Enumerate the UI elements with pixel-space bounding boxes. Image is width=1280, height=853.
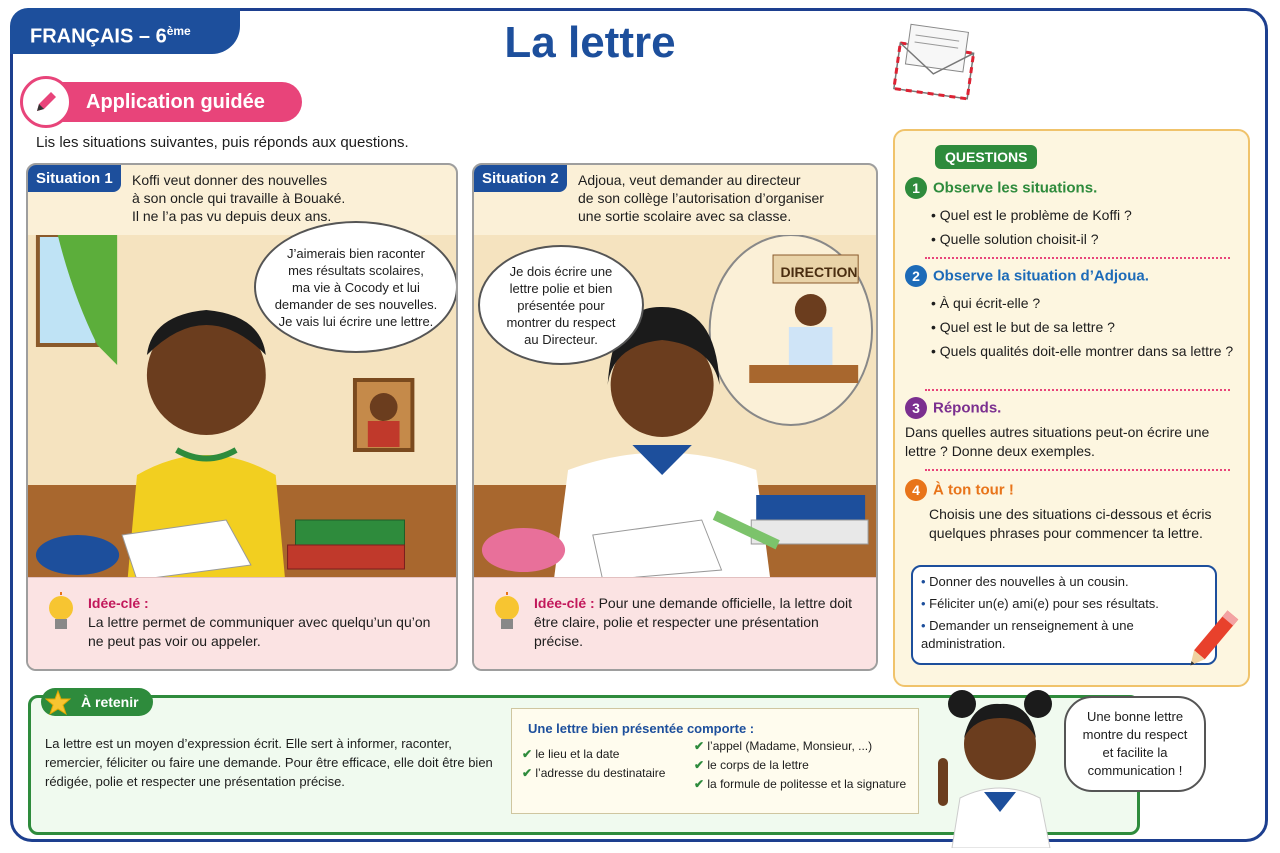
question-4 xyxy=(905,479,1236,543)
koffi-thought-bubble: J’aimerais bien raconter mes résultats scolaires, ma vie à Cocody et lui demander de ses nouvelles. Je vais lui écrire une lettre. xyxy=(254,221,458,353)
key-idea-title: Idée-clé : xyxy=(534,595,595,611)
question-title: À ton tour ! xyxy=(933,481,1014,499)
situation-2-panel xyxy=(472,163,878,671)
question-number: 2 xyxy=(905,265,927,287)
envelope-icon xyxy=(890,22,980,102)
adjoua-thought-bubble: Je dois écrire une lettre polie et bien présentée pour montrer du respect au Directeur. xyxy=(478,245,644,365)
retenir-label: À retenir xyxy=(41,688,153,716)
page-title: La lettre xyxy=(504,18,676,67)
question-title: Réponds. xyxy=(933,399,1002,417)
subject-level-sup: ème xyxy=(166,24,191,38)
key-idea-text: La lettre permet de communiquer avec quelqu’un qu’on ne peut pas voir ou appeler. xyxy=(88,614,431,649)
question-title: Observe la situation d’Adjoua. xyxy=(933,267,1149,285)
girl-pointing-illustration xyxy=(932,688,1070,848)
choice-item: • Donner des nouvelles à un cousin. xyxy=(921,573,1207,591)
question-title: Observe les situations. xyxy=(933,179,1098,197)
instruction-text: Lis les situations suivantes, puis réponds aux questions. xyxy=(36,134,409,151)
question-bullet: • À qui écrit-elle ? xyxy=(931,293,1236,313)
letter-part-item: ✔ le lieu et la date xyxy=(522,745,665,764)
questions-panel xyxy=(893,129,1250,687)
lightbulb-icon xyxy=(492,592,522,636)
key-idea-text: Pour une demande officielle, la lettre doit être claire, polie et respecter une présentation précise. xyxy=(534,595,853,649)
section-label: Application guidée xyxy=(26,82,302,122)
lightbulb-icon xyxy=(46,592,76,636)
question-bullet: • Quel est le but de sa lettre ? xyxy=(931,317,1236,337)
situation-1-label: Situation 1 xyxy=(28,165,121,192)
situation-2-label: Situation 2 xyxy=(474,165,567,192)
questions-badge: QUESTIONS xyxy=(935,145,1037,169)
letter-part-item: ✔ le corps de la lettre xyxy=(694,756,906,775)
question-2 xyxy=(905,265,1236,365)
situation-2-text: Adjoua, veut demander au directeur de son collège l’autorisation d’organiser une sortie scolaire avec sa classe. xyxy=(578,172,824,224)
divider xyxy=(925,257,1230,259)
question-number: 1 xyxy=(905,177,927,199)
direction-sign: DIRECTION xyxy=(780,264,858,280)
girl-speech-bubble: Une bonne lettre montre du respect et facilite la communication ! xyxy=(1064,696,1206,792)
retenir-text: La lettre est un moyen d’expression écrit. Elle sert à informer, raconter, remercier, féliciter ou faire une demande. Pour être efficace, elle doit être bien rédigée, polie et respecter une présentation précise. xyxy=(45,736,493,789)
question-bullet: • Quelle solution choisit-il ? xyxy=(931,229,1236,249)
question-3 xyxy=(905,397,1236,461)
letter-part-item: ✔ la formule de politesse et la signature xyxy=(694,775,906,794)
question-1 xyxy=(905,177,1236,253)
divider xyxy=(925,389,1230,391)
situation-1-key-idea xyxy=(28,577,456,669)
writing-choices-box xyxy=(911,565,1217,665)
question-number: 3 xyxy=(905,397,927,419)
question-text: Dans quelles autres situations peut-on écrire une lettre ? Donne deux exemples. xyxy=(905,424,1210,459)
subject-label: FRANÇAIS – 6 xyxy=(30,25,167,48)
divider xyxy=(925,469,1230,471)
question-number: 4 xyxy=(905,479,927,501)
pencil-icon xyxy=(1180,605,1242,677)
letter-part-item: ✔ l’adresse du destinataire xyxy=(522,764,665,783)
choice-item: • Féliciter un(e) ami(e) pour ses résultats. xyxy=(921,595,1207,613)
letter-parts-title: Une lettre bien présentée comporte : xyxy=(528,721,755,736)
letter-part-item: ✔ l’appel (Madame, Monsieur, ...) xyxy=(694,737,906,756)
choice-item: • Demander un renseignement à une administration. xyxy=(921,617,1207,653)
key-idea-title: Idée-clé : xyxy=(88,595,149,611)
pencil-badge-icon xyxy=(20,76,72,128)
question-bullet: • Quel est le problème de Koffi ? xyxy=(931,205,1236,225)
subject-banner xyxy=(10,8,240,54)
question-bullet: • Quels qualités doit-elle montrer dans sa lettre ? xyxy=(931,341,1236,361)
situation-1-text: Koffi veut donner des nouvelles à son oncle qui travaille à Bouaké. Il ne l’a pas vu depuis deux ans. xyxy=(132,172,346,224)
star-icon xyxy=(45,690,71,716)
letter-parts-card xyxy=(511,708,919,814)
situation-1-panel xyxy=(26,163,458,671)
question-text: Choisis une des situations ci-dessous et écris quelques phrases pour commencer ta lettre. xyxy=(929,506,1212,541)
situation-2-key-idea xyxy=(474,577,876,669)
